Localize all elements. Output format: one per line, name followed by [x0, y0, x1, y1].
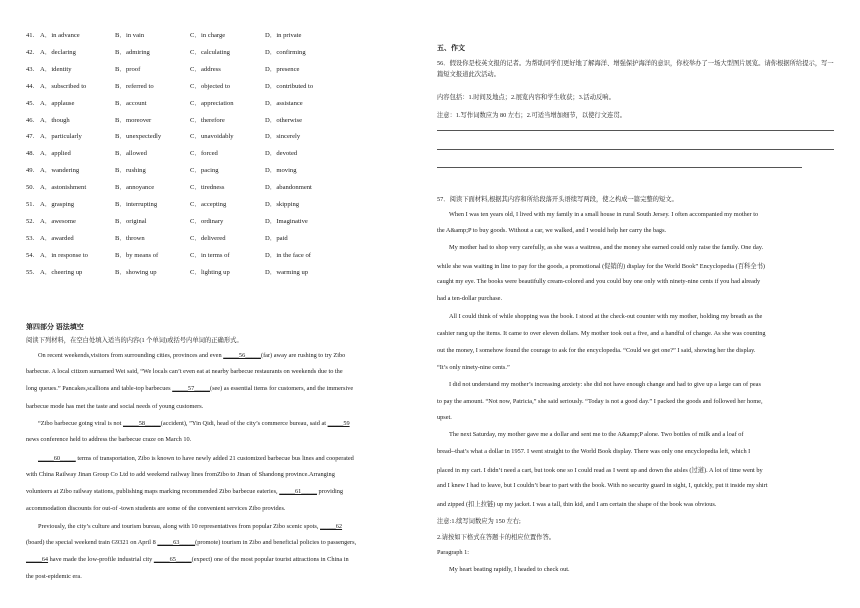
option-a: A．in advance: [40, 32, 80, 39]
option-c: C．therefore: [190, 116, 225, 124]
option-b: B．allowed: [115, 150, 147, 158]
option-d: D．contributed to: [265, 82, 314, 90]
option-d: D．otherwise: [265, 116, 302, 124]
option-d: D．devoted: [265, 150, 298, 158]
question-number: 44.: [26, 82, 35, 90]
text-line: [437, 448, 750, 455]
text-line: [437, 364, 510, 371]
text-segment: terms of transportation, Zibo is known to have newly added 21 customized barbecue bus lines and cooperated: [75, 455, 354, 462]
option-d: D．confirming: [265, 48, 306, 56]
text-segment: “It’s only ninety-nine cents.”: [437, 364, 510, 371]
option-d: D．assistance: [265, 99, 303, 107]
text-line: [38, 420, 350, 427]
text-line: [437, 414, 452, 421]
option-a: A．wandering: [40, 167, 80, 175]
text-segment: (far) away are rushing to try Zibo: [260, 352, 346, 359]
text-line: [449, 211, 758, 218]
text-segment: I did not understand my mother’s increasing anxiety: she did not have enough change and had to give up a large can of peas: [449, 381, 761, 388]
option-c: C．delivered: [190, 234, 226, 242]
text-line: [437, 227, 666, 234]
text-segment: All I could think of while shopping was the book. I stood at the check-out counter with my mother, holding my breath as the: [449, 313, 763, 320]
option-b: B．original: [115, 217, 147, 225]
text-segment: providing: [316, 488, 344, 495]
text-line: [437, 465, 763, 474]
option-c: C．pacing: [190, 167, 219, 175]
option-c: C．in charge: [190, 32, 226, 39]
option-a: A．grasping: [40, 201, 75, 208]
answer-blank: _____59: [327, 420, 350, 427]
option-b: B．moreover: [115, 116, 152, 124]
text-line: [449, 381, 761, 388]
text-segment: The next Saturday, my mother gave me a dollar and sent me to the A&amp;P alone. Two bottles of milk and a loaf of: [449, 431, 744, 438]
question-number: 54.: [26, 251, 35, 259]
text-segment: and zipped (扣上拉链) up my jacket. I was a tall, thin kid, and I am certain the shape of the book was obvious.: [437, 501, 717, 508]
option-c: C．forced: [190, 150, 218, 158]
option-c: C．lighting up: [190, 268, 230, 276]
part5-title: 五、作文: [437, 44, 465, 52]
option-d: D．moving: [265, 167, 297, 175]
answer-blank: _____63_____: [157, 539, 196, 546]
text-line: [437, 194, 678, 203]
option-b: B．showing up: [115, 268, 157, 276]
question-number: 50.: [26, 184, 35, 192]
option-b: B．by means of: [115, 251, 159, 259]
text-segment: On recent weekends,visitors from surrounding cities, provinces and even: [38, 352, 224, 359]
text-segment: had a ten-dollar purchase.: [437, 295, 503, 302]
question-number: 42.: [26, 48, 35, 56]
option-c: C．tiredness: [190, 184, 225, 192]
text-line: [437, 278, 760, 285]
text-line: [26, 556, 349, 563]
option-a: A．subscribed to: [40, 82, 87, 90]
option-c: C．appreciation: [190, 99, 234, 107]
option-b: B．account: [115, 99, 147, 107]
option-a: A．awarded: [40, 234, 74, 242]
text-line: [38, 455, 354, 462]
q56-notice: 注意：1.写作词数应为 80 左右；2.可适当增加细节，以使行文连贯。: [437, 112, 626, 119]
answer-line-2: [437, 149, 834, 150]
text-line: [437, 549, 469, 556]
option-a: A．awesome: [40, 217, 76, 225]
option-c: C．unavoidably: [190, 133, 234, 141]
text-line: [26, 488, 343, 495]
answer-blank: _____58_____: [122, 420, 161, 427]
text-line: [38, 523, 342, 530]
text-line: [437, 398, 763, 405]
option-a: A．cheering up: [40, 268, 83, 276]
text-line: [449, 313, 762, 320]
text-segment: upset.: [437, 414, 452, 421]
text-line: [449, 566, 570, 573]
text-segment: (accident), ”Yin Qidi, head of the city’s commerce bureau, said at: [160, 420, 328, 427]
option-c: C．address: [190, 65, 221, 73]
text-line: [437, 499, 716, 508]
text-segment: barbecue. A local citizen surnamed Wei said, “We locals can’t even eat at nearby barbecue restaurants on weekends due to the: [26, 368, 343, 375]
answer-blank: _____62: [320, 523, 343, 530]
answer-blank: _____61_____: [279, 488, 317, 495]
option-d: D．skipping: [265, 201, 300, 208]
question-number: 52.: [26, 217, 35, 225]
text-segment: and I knew I had to leave, but I couldn’t bear to part with the book. With no security guard in sight, I, quickly, put it inside my shirt: [437, 482, 768, 489]
option-b: B．rushing: [115, 167, 146, 175]
text-segment: Paragraph 1:: [437, 549, 469, 556]
question-number: 49.: [26, 167, 35, 175]
text-segment: news conference held to address the barbecue craze on March 10.: [26, 436, 192, 443]
option-a: A．identity: [40, 65, 72, 73]
option-d: D．in private: [265, 32, 302, 39]
text-segment: barbecue mode has met the taste and social needs of young customers.: [26, 403, 204, 410]
option-c: C．accepting: [190, 201, 227, 208]
answer-blank: _____56_____: [223, 352, 261, 359]
text-segment: accommodation discounts for out-of -town students are some of the convenient services Zibo provides.: [26, 505, 286, 512]
text-line: [449, 431, 744, 438]
question-number: 45.: [26, 99, 35, 107]
text-line: [26, 368, 343, 375]
option-b: B．in vain: [115, 32, 145, 39]
q56-content: 内容包括：1.时间及地点；2.展览内容和学生收获；3.活动反响。: [437, 94, 615, 101]
text-line: [26, 539, 356, 546]
text-segment: have made the low-profile industrial city: [48, 556, 154, 563]
text-segment: bread--that’s what a dollar in 1957. I went straight to the World Book display. There was only one encyclopedia left, which I: [437, 448, 751, 455]
option-c: C．calculating: [190, 48, 230, 56]
option-a: A．applied: [40, 150, 71, 158]
text-segment: (expect) one of the most popular tourist attractions in China in: [191, 556, 349, 563]
text-segment: placed in my cart. I didn’t need a cart, but took one so I could read as I went up and down the aisles (过道). A lot of time went by: [437, 467, 763, 474]
option-a: A．declaring: [40, 48, 76, 56]
option-d: D．presence: [265, 65, 300, 73]
text-segment: “Zibo barbecue going viral is not: [38, 420, 123, 427]
option-d: D．paid: [265, 234, 288, 242]
option-a: A．in response to: [40, 251, 88, 259]
text-line: [449, 244, 763, 251]
text-segment: My mother had to shop very carefully, as she was a waitress, and the money she earned could only raise the family. One day.: [449, 244, 764, 251]
text-segment: 2.请按如下格式在答题卡的相应位置作答。: [437, 534, 556, 541]
text-segment: long queues.” Pancakes,scallions and table-top barbecues: [26, 385, 173, 392]
option-d: D．in the face of: [265, 251, 311, 259]
text-segment: to pay the amount. “Not now, Patricia,” she said seriously. “Today is not a good day.” I packed the goods and followed her home,: [437, 398, 763, 405]
text-segment: (promote) tourism in Zibo and beneficial policies to passengers,: [195, 539, 357, 546]
text-line: [26, 436, 191, 443]
option-a: A．astonishment: [40, 184, 87, 192]
option-b: B．interrupting: [115, 201, 158, 208]
question-number: 51.: [26, 201, 35, 208]
text-line: [26, 403, 203, 410]
option-a: A．though: [40, 116, 70, 124]
part4-instruction: 阅读下列材料，在空白处填入适当的内容(1 个单词)或括号内单词的正确形式。: [26, 337, 243, 344]
option-b: B．referred to: [115, 82, 154, 90]
text-line: [26, 573, 82, 580]
text-segment: the post-epidemic era.: [26, 573, 82, 580]
option-c: C．objected to: [190, 82, 231, 90]
text-line: [437, 295, 502, 302]
text-line: [437, 482, 768, 489]
option-b: B．thrown: [115, 234, 145, 242]
option-b: B．unexpectedly: [115, 133, 162, 141]
text-segment: When I was ten years old, I lived with my family in a small house in rural South Jersey. I often accompanied my mother to: [449, 211, 759, 218]
text-segment: My heart beating rapidly, I headed to check out.: [449, 566, 570, 573]
answer-line-3: [437, 167, 802, 168]
option-a: A．applause: [40, 99, 75, 107]
text-line: [26, 471, 335, 478]
text-line: [38, 352, 345, 359]
option-d: D．abandonment: [265, 184, 312, 192]
text-line: [437, 532, 555, 541]
text-line: [437, 516, 521, 525]
option-d: D．warming up: [265, 268, 309, 276]
question-number: 47.: [26, 133, 35, 141]
answer-blank: _____57_____: [172, 385, 210, 392]
answer-blank: _____60_____: [38, 455, 76, 462]
text-segment: while she was waiting in line to pay for the goods, a promotional (促销的) display for the World Book” Encyclopedia (百科全书): [437, 263, 765, 270]
text-line: [437, 330, 766, 337]
answer-line-1: [437, 130, 834, 131]
text-segment: (see) as essential items for customers, and the immersive: [209, 385, 354, 392]
question-number: 55.: [26, 268, 35, 276]
text-line: [437, 261, 765, 270]
question-number: 41.: [26, 32, 35, 39]
question-number: 48.: [26, 150, 35, 158]
option-c: C．ordinary: [190, 217, 224, 225]
text-segment: out the money, I somehow found the courage to ask for the encyclopedia. “Could we get one?” I said, showing her the display.: [437, 347, 756, 354]
option-b: B．admiring: [115, 48, 150, 56]
text-segment: the A&amp;P to buy goods. Without a car, we walked, and I would help her carry the bags.: [437, 227, 667, 234]
answer-blank: _____64: [26, 556, 49, 563]
text-segment: cashier rang up the items. It came to over eleven dollars. My mother took out a five, and a handful of change. As she was counting: [437, 330, 766, 337]
question-number: 46.: [26, 116, 35, 124]
text-segment: Previously, the city’s culture and tourism bureau, along with 10 representatives from popular Zibo scenic spots,: [38, 523, 321, 530]
answer-blank: _____65_____: [153, 556, 192, 563]
text-segment: (board) the special weekend train G9321 on April 8: [26, 539, 158, 546]
q56-prompt: 56．假设你是校英文报的记者。为帮助同学们更好地了解海洋、增强保护海洋的意识，你校举办了一场大型图片展览。请你根据所给提示，写一篇短文报道此次活动。: [437, 60, 834, 78]
option-d: D．sincerely: [265, 133, 301, 141]
text-segment: 57．阅读下面材料,根据其内容和所给段落开头语续写两段，使之构成一篇完整的短文。: [437, 196, 678, 203]
option-b: B．proof: [115, 65, 141, 73]
option-d: D．Imaginative: [265, 217, 308, 225]
text-segment: caught my eye. The books were beautifully cream-colored and you could buy one only with ninety-nine cents if you had already: [437, 278, 761, 285]
text-line: [437, 347, 755, 354]
text-line: [26, 505, 286, 512]
text-segment: 注意:1.续写词数应为 150 左右;: [437, 518, 521, 525]
text-segment: with China Railway Jinan Group Co Ltd to add weekend railway lines fromZibo to Jinan of Shandong province.Arranging: [26, 471, 335, 478]
text-line: [26, 385, 353, 392]
option-b: B．annoyance: [115, 184, 155, 192]
question-number: 53.: [26, 234, 35, 242]
text-segment: volunteers at Zibo railway stations, publishing maps marking recommended Zibo barbecue eateries,: [26, 488, 280, 495]
question-number: 43.: [26, 65, 35, 73]
option-c: C．in terms of: [190, 251, 230, 259]
option-a: A．particularly: [40, 133, 82, 141]
part4-title: 第四部分 语法填空: [26, 323, 84, 331]
